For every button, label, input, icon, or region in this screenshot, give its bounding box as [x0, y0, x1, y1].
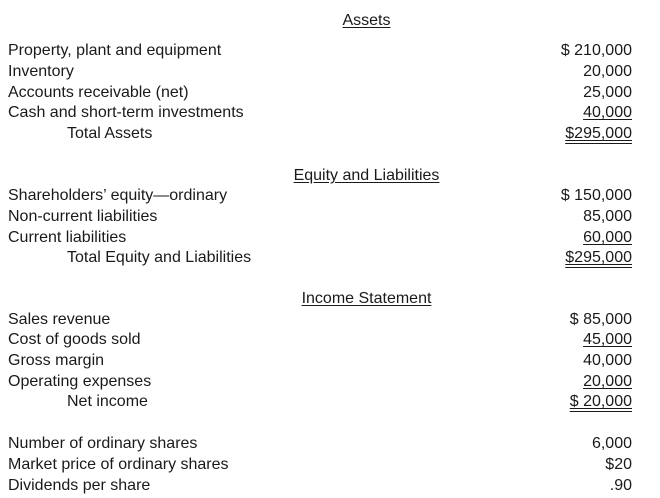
row-label: Market price of ordinary shares	[8, 456, 229, 473]
row-label: Current liabilities	[8, 229, 127, 246]
total-label: Total Equity and Liabilities	[67, 249, 252, 266]
row-value: 85,000	[583, 208, 632, 225]
total-label: Total Assets	[67, 125, 153, 142]
other-data-row	[0, 476, 660, 496]
row-label: Operating expenses	[8, 373, 152, 390]
income-statement-row	[0, 310, 660, 330]
income-statement-heading: Income Statement	[301, 290, 432, 307]
assets-row	[0, 62, 660, 82]
row-value: $ 210,000	[560, 42, 632, 59]
row-value: .90	[609, 477, 632, 494]
equity-liabilities-row	[0, 228, 660, 248]
row-label: Cash and short-term investments	[8, 104, 244, 121]
income-statement-row	[0, 372, 660, 392]
total-label: Net income	[67, 393, 148, 410]
assets-heading: Assets	[342, 12, 391, 29]
row-label: Number of ordinary shares	[8, 435, 198, 452]
row-value: 6,000	[591, 435, 632, 452]
row-value: 60,000	[583, 229, 632, 246]
row-label: Non-current liabilities	[8, 208, 158, 225]
row-value: 40,000	[583, 104, 632, 121]
income-statement-total-row	[0, 392, 660, 412]
assets-row	[0, 103, 660, 123]
row-label: Cost of goods sold	[8, 331, 141, 348]
equity-liabilities-row	[0, 186, 660, 206]
equity-liabilities-heading: Equity and Liabilities	[293, 167, 440, 184]
row-label: Gross margin	[8, 352, 105, 369]
assets-row	[0, 83, 660, 103]
row-value: 45,000	[583, 331, 632, 348]
row-value: 40,000	[583, 352, 632, 369]
row-value: $ 150,000	[560, 187, 632, 204]
income-statement-row	[0, 351, 660, 371]
income-statement-row	[0, 330, 660, 350]
row-label: Inventory	[8, 63, 74, 80]
total-value: $295,000	[565, 125, 632, 142]
total-value: $295,000	[565, 249, 632, 266]
equity-liabilities-row	[0, 207, 660, 227]
row-value: 25,000	[583, 84, 632, 101]
other-data-row	[0, 455, 660, 475]
row-label: Property, plant and equipment	[8, 42, 222, 59]
row-label: Dividends per share	[8, 477, 151, 494]
row-label: Shareholders’ equity—ordinary	[8, 187, 228, 204]
row-label: Sales revenue	[8, 311, 111, 328]
row-label: Accounts receivable (net)	[8, 84, 189, 101]
row-value: $20	[605, 456, 632, 473]
other-data-row	[0, 434, 660, 454]
assets-total-row	[0, 124, 660, 144]
equity-liabilities-total-row	[0, 248, 660, 268]
row-value: $ 85,000	[569, 311, 632, 328]
total-value: $ 20,000	[569, 393, 632, 410]
row-value: 20,000	[583, 373, 632, 390]
assets-row	[0, 41, 660, 61]
row-value: 20,000	[583, 63, 632, 80]
